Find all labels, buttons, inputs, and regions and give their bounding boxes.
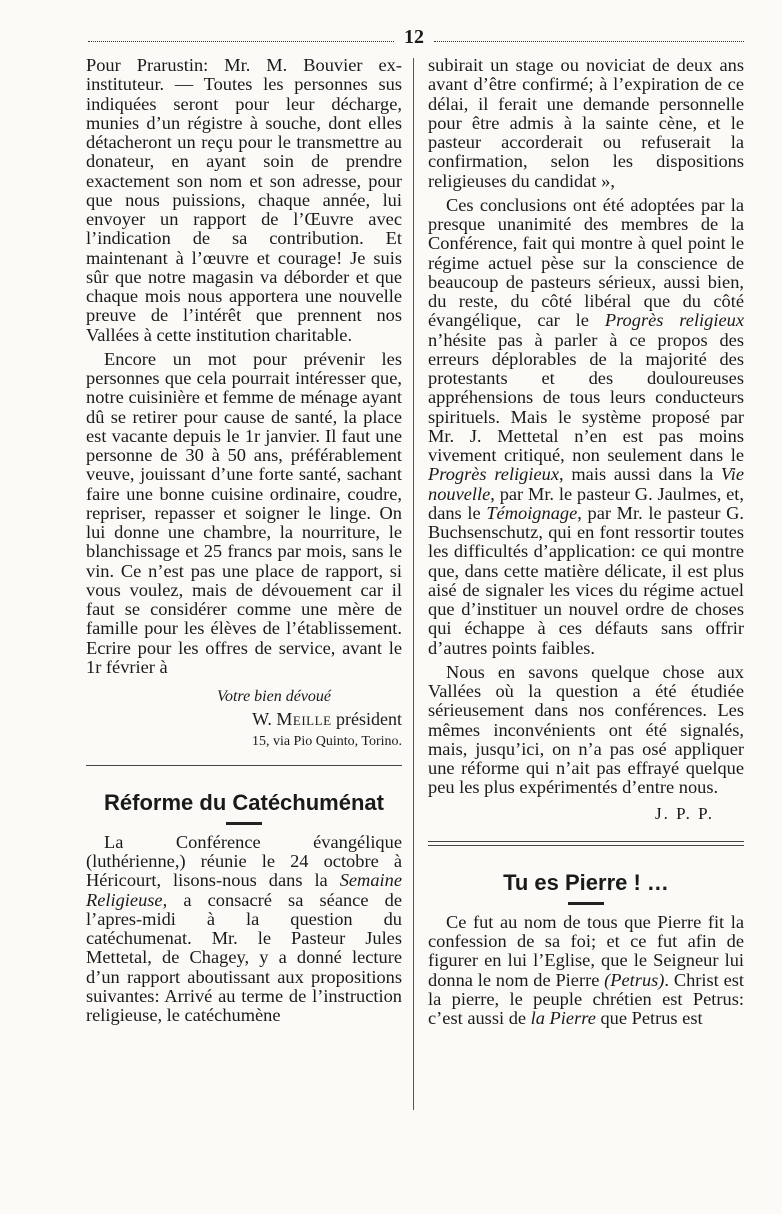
title-ornament — [226, 822, 262, 825]
section-rule — [86, 765, 402, 766]
section-title: Réforme du Catéchuménat — [104, 789, 384, 815]
italic-run: Semaine Religieuse — [86, 870, 402, 910]
italic-run: Vie nouvelle — [428, 464, 744, 504]
text-run: que Petrus est — [595, 1008, 703, 1028]
text-run: Ces conclusions ont été adoptées par la presque unanimité des membres de la Conférence, fait qui montre à quel point le régime actuel pèse sur la conscience de beaucoup de pasteurs sérieux, aussi bien, du reste, du côté libéral que du côté évangélique, car le — [428, 194, 744, 331]
text-run: , par Mr. le pasteur G. Buchsenschutz, qui en font ressortir toutes les difficultés d’application: ce qui montre que, dans cette matière délicate, il est plus aisé de signaler les vices du régime actuel que d’instituer un nouvel ordre de choses qui échappe à ces défauts sans offrir d’autres points faibles. — [428, 502, 744, 658]
text-run: Ce fut au nom de tous que Pierre fit la confession de sa foi; et ce fut afin de figurer en lui l’Eglise, que le Seigneur lui donna le nom de Pierre — [428, 911, 744, 990]
signature-title: président — [331, 709, 402, 730]
header-rule-right — [434, 41, 744, 42]
paragraph: Nous en savons quelque chose aux Vallées où la question a été étudiée sérieusement dans nos conférences. Les mêmes inconvénients ont été signalés, mais, jusqu’ici, on n’a pas osé appliquer une réforme qui n’ait pas effrayé quelque peu les plus expérimentés d’entre nous. — [428, 661, 744, 798]
paragraph — [428, 913, 744, 1029]
italic-run: la Pierre — [530, 1008, 596, 1028]
section-title: Tu es Pierre ! … — [503, 869, 669, 895]
text-run: La Conférence évangélique (luthérienne,) réunie le 24 octobre à Héricourt, lisons-nous dans la — [86, 831, 402, 891]
signature-block — [86, 687, 402, 751]
signature-prefix: W. — [252, 709, 277, 730]
page-header — [88, 22, 744, 52]
paragraph — [86, 833, 402, 1026]
text-run: , mais aussi dans la — [559, 464, 721, 485]
section-rule — [428, 841, 744, 846]
paragraph: subirait un stage ou noviciat de deux ans avant d’être confirmé; à l’expiration de ce délai, il ferait une demande personnelle pour être admis à la sainte cène, et le pasteur accorderait ou refuserait la confirmation, selon les dispositions religieuses du candidat », — [428, 55, 744, 191]
italic-run: (Petrus) — [604, 969, 665, 990]
left-column — [86, 56, 402, 1025]
signature-name-line — [86, 710, 402, 729]
text-run: n’hésite pas à parler à ce propos des erreurs déplorables de la majorité des protestants et des douloureuses appréhensions de tous leurs conducteurs spirituels. Mais le système proposé par Mr. J. Mettetal n’en est pas moins vivement critiqué, non seulement dans le — [428, 329, 744, 465]
column-divider — [413, 58, 414, 1110]
signature-address: 15, via Pio Quinto, Torino. — [251, 733, 402, 749]
signature-name: Meille — [276, 709, 332, 730]
text-run: . Christ est la pierre, le peuple chrétien est Petrus: c’est aussi de — [428, 969, 744, 1028]
page-number: 12 — [404, 26, 424, 48]
italic-run: Progrès religieux — [604, 310, 744, 331]
text-run: , a consacré sa séance de l’apres-midi à la question du catéchumenat. Mr. le Pasteur Jules Mettetal, de Chagey, y a donné lecture d’un rapport aboutissant aux propositions suivantes: Arrivé au terme de l’instruction religieuse, le catéchumène — [86, 889, 402, 1025]
italic-run: Témoignage — [486, 502, 578, 523]
paragraph — [428, 196, 744, 658]
signature-closing: Votre bien dévoué — [216, 688, 332, 705]
author-initials: J. P. P. — [654, 803, 714, 823]
paragraph: Encore un mot pour prévenir les personnes que cela pourrait intéresser que, notre cuisinière et femme de ménage ayant dû se retirer pour cause de santé, la place est vacante depuis le 1r janvier. Il faut une personne de 30 à 50 ans, préférablement veuve, jouissant d’une forte santé, sachant faire une bonne cuisine ordinaire, coudre, repriser, repasser et soigner le linge. On lui donne une chambre, la nourriture, le blanchissage et 25 francs par mois, sans le vin. Ce n’est pas une place de rapport, si vous voulez, mais de dévouement car il faut se considérer comme une mère de famille pour les élèves de l’établissement. Ecrire pour les offres de service, avant le 1r février à — [86, 348, 402, 677]
header-rule-left — [88, 41, 394, 42]
paragraph: Pour Prarustin: Mr. M. Bouvier ex-instituteur. — Toutes les personnes sus indiquées seront pour leur décharge, munies d’un régistre à souche, dont elles détacheront un reçu pour le transmettre au donateur, en ayant soin de prendre exactement son nom et son adresse, pour que nous puissions, chaque année, lui envoyer un rapport de l’Œuvre avec l’indication de sa contribution. Et maintenant à l’œuvre et courage! Je suis sûr que notre magasin va déborder et que chaque mois nous apportera une nouvelle preuve de l’intérêt que prennent nos Vallées à cette institution charitable. — [86, 55, 402, 345]
text-run: , par Mr. le pasteur G. Jaulmes, et, dans le — [428, 483, 744, 523]
italic-run: Progrès religieux — [428, 464, 560, 485]
title-ornament — [568, 902, 604, 905]
right-column — [428, 56, 744, 1028]
